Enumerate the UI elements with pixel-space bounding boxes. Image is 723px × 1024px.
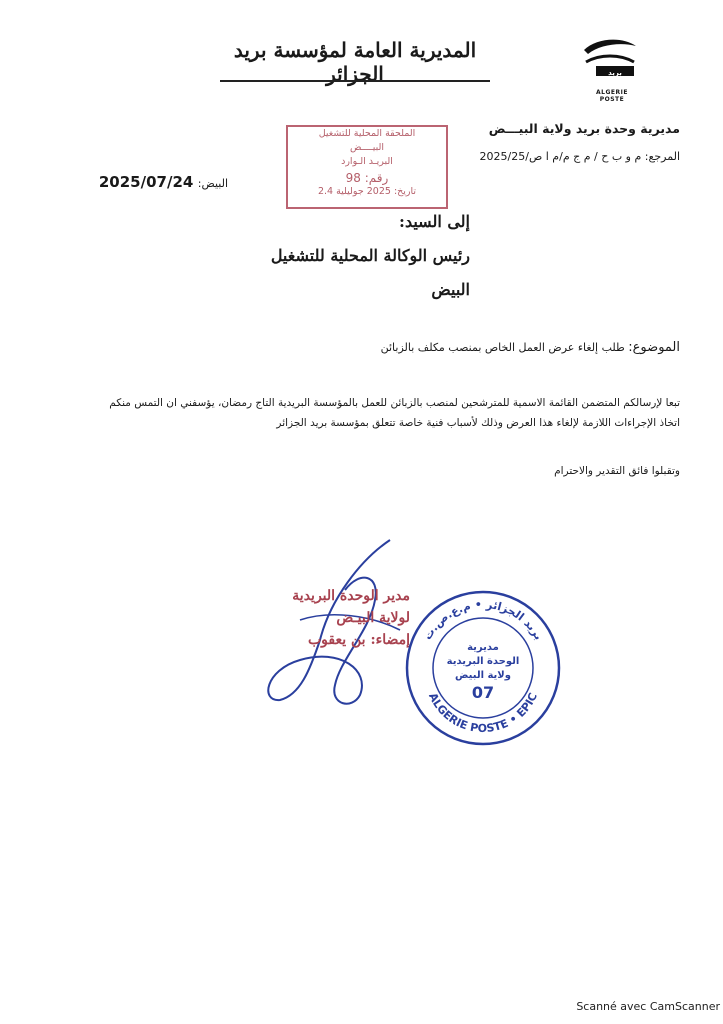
svg-text:بريد: بريد <box>608 69 622 77</box>
signatory-wilaya: لولاية البيـض <box>336 610 410 626</box>
recipient-block <box>250 205 470 307</box>
reception-stamp-line2: البيــــض <box>349 142 385 153</box>
subject-label: الموضوع: <box>628 340 680 355</box>
stamp-inner-line1: مديرية <box>467 642 499 653</box>
reception-stamp-line1: الملحقة المحلية للتشغيل <box>318 128 416 139</box>
reception-stamp-line3: البريـد الـوارد <box>341 156 393 167</box>
recipient-location: البيض <box>431 280 470 299</box>
stamp-outer-bottom-text: ALGERIE POSTE • EPIC <box>426 690 540 736</box>
closing-formula: وتقبلوا فائق التقدير والاحترام <box>554 465 680 477</box>
recipient-title: رئيس الوكالة المحلية للتشغيل <box>270 246 470 265</box>
stamp-number: 07 <box>471 683 495 702</box>
logo-caption: ALGERIE POSTE <box>596 89 628 103</box>
date-line <box>68 173 228 191</box>
header-underline <box>220 80 490 82</box>
signatory-title: مدير الوحدة البريدية <box>292 588 410 604</box>
date-value: 2025/07/24 <box>98 173 194 191</box>
document-header-title: المديرية العامة لمؤسسة بريد الجزائر <box>233 38 477 86</box>
sender-directorate: مديرية وحدة بريد ولاية البيـــض <box>488 121 680 136</box>
reference-number: المرجع: م و ب ح / م ج م/م ا ص/2025/25 <box>479 150 680 163</box>
scanner-watermark: Scanné avec CamScanner <box>576 1000 720 1013</box>
letter-body <box>60 393 680 433</box>
algerie-poste-logo <box>578 36 640 94</box>
signature-block <box>250 585 410 651</box>
stamp-inner-line2: الوحدة البريدية <box>446 656 520 667</box>
reception-stamp-line4: رقم: 98 <box>345 171 389 185</box>
reception-stamp-line5: تاريخ: 2025 جوليلية 2.4 <box>317 186 417 197</box>
body-line-1: تبعا لإرسالكم المتضمن القائمة الاسمية للمترشحين لمنصب بالزبائن للعمل بالمؤسسة البريدية التاج رمضان، يؤسفني ان التمس منكم <box>109 397 680 409</box>
date-label: البيض: <box>197 177 228 190</box>
subject-line <box>300 340 680 355</box>
reception-stamp <box>286 125 448 209</box>
body-line-2: اتخاذ الإجراءات اللازمة لإلغاء هذا العرض وذلك لأسباب فنية خاصة تتعلق بمؤسسة بريد الجزائر <box>276 417 680 429</box>
recipient-salutation: إلى السيد: <box>399 212 470 231</box>
stamp-outer-top-text: بريد الجزائر • م.ع.ص.ت <box>420 597 546 643</box>
signatory-name: إمضاء: بن يعقوب <box>308 632 410 648</box>
subject-text: طلب إلغاء عرض العمل الخاص بمنصب مكلف بالزبائن <box>380 341 625 354</box>
stamp-inner-line3: ولاية البيض <box>455 670 511 681</box>
official-round-stamp <box>403 588 563 748</box>
